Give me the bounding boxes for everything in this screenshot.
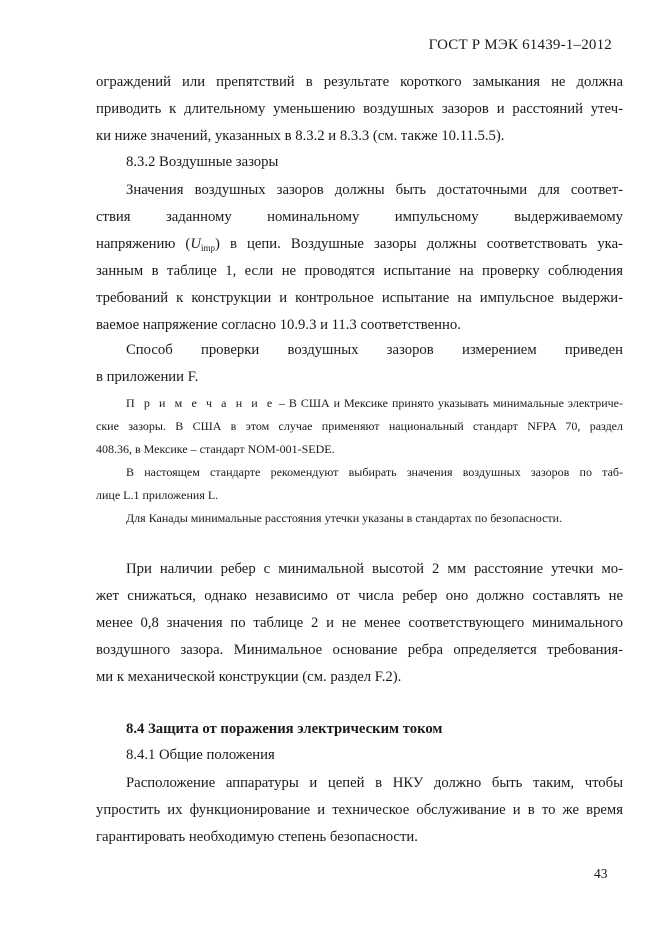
text-line: гарантировать необходимую степень безопасности. [96, 829, 418, 845]
text-line: При наличии ребер с минимальной высотой 2 мм расстояние утечки мо- [126, 561, 623, 577]
text-line: требований к конструкции и контрольное испытание на импульсное выдержи- [96, 290, 623, 306]
text-line: менее 0,8 значения по таблице 2 и не менее соответствующего минимального [96, 615, 623, 631]
text-line: Значения воздушных зазоров должны быть достаточными для соответ- [126, 182, 623, 198]
section-heading-8-4: 8.4 Защита от поражения электрическим током [126, 721, 443, 737]
text-line: воздушного зазора. Минимальное основание ребра определяется требования- [96, 642, 623, 658]
note-line [126, 397, 623, 409]
text-fragment: ) в цепи. Воздушные зазоры должны соответствовать ука- [214, 236, 624, 252]
note-line: лице L.1 приложения L. [96, 488, 219, 502]
text-line: Способ проверки воздушных зазоров измерением приведен [126, 342, 623, 358]
note-label: П р и м е ч а н и е [126, 396, 275, 410]
text-line: ми к механической конструкции (см. раздел F.2). [96, 669, 402, 685]
text-line: упростить их функционирование и техническое обслуживание и в то же время [96, 802, 623, 818]
document-header: ГОСТ Р МЭК 61439-1–2012 [428, 37, 612, 53]
text-line: приводить к длительному уменьшению воздушных зазоров и расстояний утеч- [96, 101, 623, 117]
text-line: ки ниже значений, указанных в 8.3.2 и 8.3.3 (см. также 10.11.5.5). [96, 128, 505, 144]
text-fragment: напряжению ( [96, 236, 191, 252]
note-line: В настоящем стандарте рекомендуют выбирать значения воздушных зазоров по таб- [126, 465, 623, 479]
text-line: ствия заданному номинальному импульсному выдерживаемому [96, 209, 623, 225]
text-line: Расположение аппаратуры и цепей в НКУ должно быть таким, чтобы [126, 775, 623, 791]
note-line: Для Канады минимальные расстояния утечки указаны в стандартах по безопасности. [126, 511, 563, 525]
section-heading-8-3-2: 8.3.2 Воздушные зазоры [126, 154, 279, 170]
text-line: ограждений или препятствий в результате короткого замыкания не должна [96, 74, 623, 90]
page-number: 43 [594, 866, 608, 881]
voltage-subscript: imp [200, 243, 215, 253]
section-heading-8-4-1: 8.4.1 Общие положения [126, 747, 275, 763]
note-line: ские зазоры. В США в этом случае применяют национальный стандарт NFPA 70, раздел [96, 419, 623, 433]
text-line: в приложении F. [96, 369, 199, 385]
text-line [96, 237, 623, 253]
text-line: ваемое напряжение согласно 10.9.3 и 11.3 соответственно. [96, 317, 461, 333]
text-fragment: – В США и Мексике принято указывать минимальные электриче- [274, 396, 623, 410]
note-line: 408.36, в Мексике – стандарт NOM-001-SEDE. [96, 442, 335, 456]
voltage-symbol: U [190, 236, 201, 252]
text-line: жет снижаться, однако независимо от числа ребер оно должно составлять не [96, 588, 623, 604]
text-line: занным в таблице 1, если не проводятся испытание на проверку соблюдения [96, 263, 623, 279]
